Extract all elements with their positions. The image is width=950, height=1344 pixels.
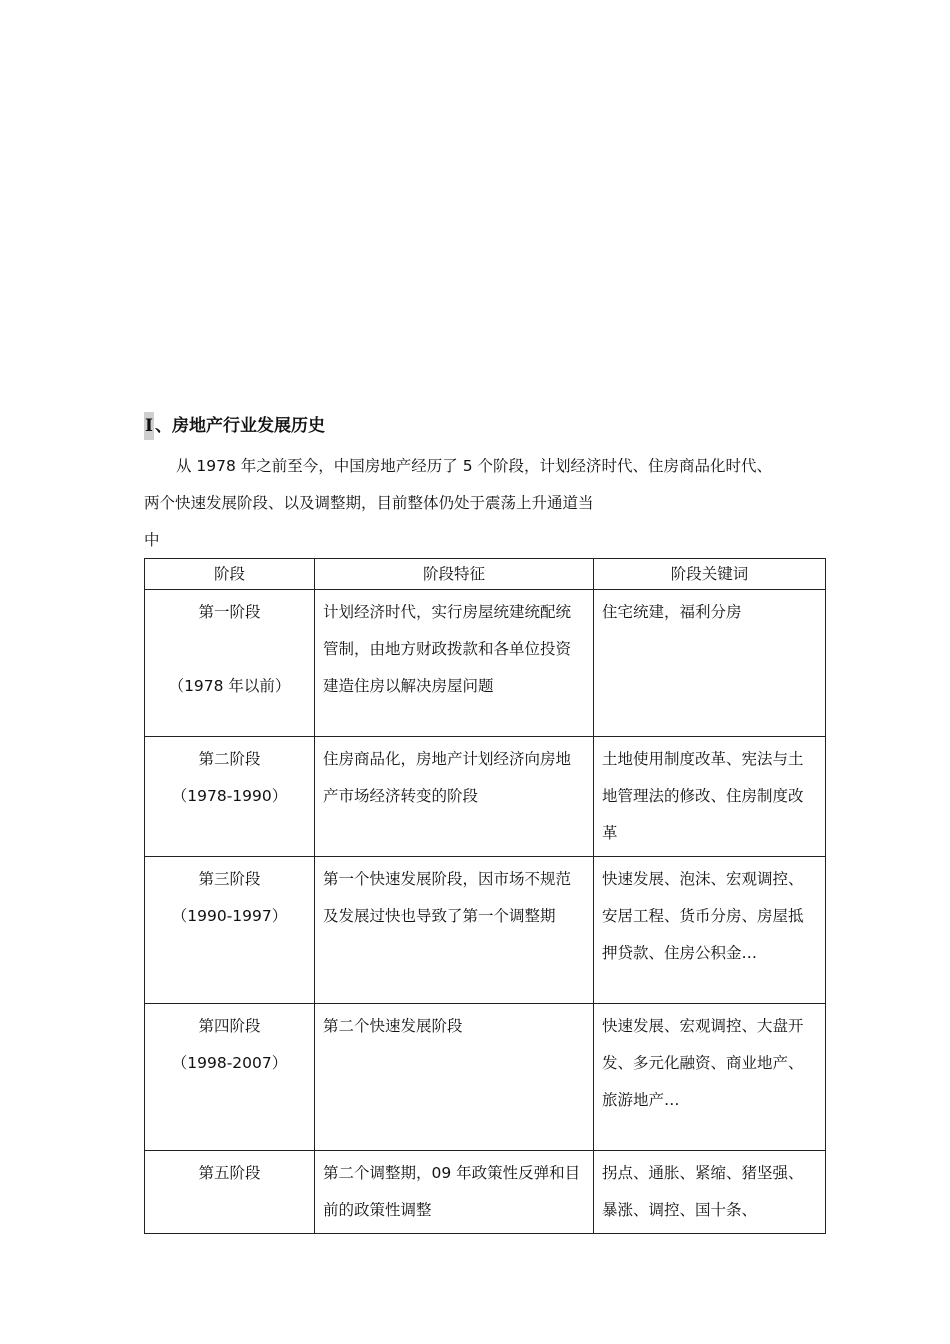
stage-period: （1990-1997） — [171, 907, 288, 925]
stages-table — [144, 558, 826, 1234]
stage-name: 第五阶段 — [198, 1164, 261, 1182]
intro-line-1: 从 1978 年之前至今，中国房地产经历了 5 个阶段，计划经济时代、住房商品化时代、 — [176, 457, 773, 475]
stage-cell — [145, 737, 315, 857]
feature-cell: 第二个快速发展阶段 — [315, 1004, 594, 1151]
stage-name: 第二阶段 — [198, 750, 261, 768]
keywords-cell: 快速发展、宏观调控、大盘开发、多元化融资、商业地产、旅游地产… — [594, 1004, 826, 1151]
feature-cell: 第二个调整期，09 年政策性反弹和目前的政策性调整 — [315, 1151, 594, 1234]
section-title: 、房地产行业发展历史 — [154, 416, 325, 436]
stage-name: 第三阶段 — [198, 870, 261, 888]
intro-paragraph — [144, 448, 834, 559]
keywords-cell: 住宅统建，福利分房 — [594, 590, 826, 737]
table-row — [145, 590, 826, 737]
stage-cell — [145, 590, 315, 737]
stage-cell — [145, 1004, 315, 1151]
stage-cell — [145, 1151, 315, 1234]
intro-line-2: 两个快速发展阶段、以及调整期，目前整体仍处于震荡上升通道当 — [144, 494, 594, 512]
section-heading — [144, 412, 325, 440]
feature-cell: 住房商品化，房地产计划经济向房地产市场经济转变的阶段 — [315, 737, 594, 857]
section-number: I — [144, 412, 154, 440]
intro-line-3: 中 — [144, 531, 160, 549]
stage-period: （1978-1990） — [171, 787, 288, 805]
keywords-cell: 快速发展、泡沫、宏观调控、安居工程、货币分房、房屋抵押贷款、住房公积金… — [594, 857, 826, 1004]
table-header-row — [145, 559, 826, 590]
keywords-cell: 土地使用制度改革、宪法与土地管理法的修改、住房制度改革 — [594, 737, 826, 857]
header-stage: 阶段 — [145, 559, 315, 590]
feature-cell: 第一个快速发展阶段，因市场不规范及发展过快也导致了第一个调整期 — [315, 857, 594, 1004]
stage-period: （1978 年以前） — [168, 677, 291, 695]
header-feature: 阶段特征 — [315, 559, 594, 590]
table-row — [145, 737, 826, 857]
header-keywords: 阶段关键词 — [594, 559, 826, 590]
keywords-cell: 拐点、通胀、紧缩、猪坚强、暴涨、调控、国十条、 — [594, 1151, 826, 1234]
stage-cell — [145, 857, 315, 1004]
table-row — [145, 1151, 826, 1234]
table-row — [145, 857, 826, 1004]
feature-cell: 计划经济时代，实行房屋统建统配统管制，由地方财政拨款和各单位投资建造住房以解决房屋问题 — [315, 590, 594, 737]
stage-name: 第四阶段 — [198, 1017, 261, 1035]
table-row — [145, 1004, 826, 1151]
stage-period: （1998-2007） — [171, 1054, 288, 1072]
stage-name: 第一阶段 — [198, 603, 261, 621]
